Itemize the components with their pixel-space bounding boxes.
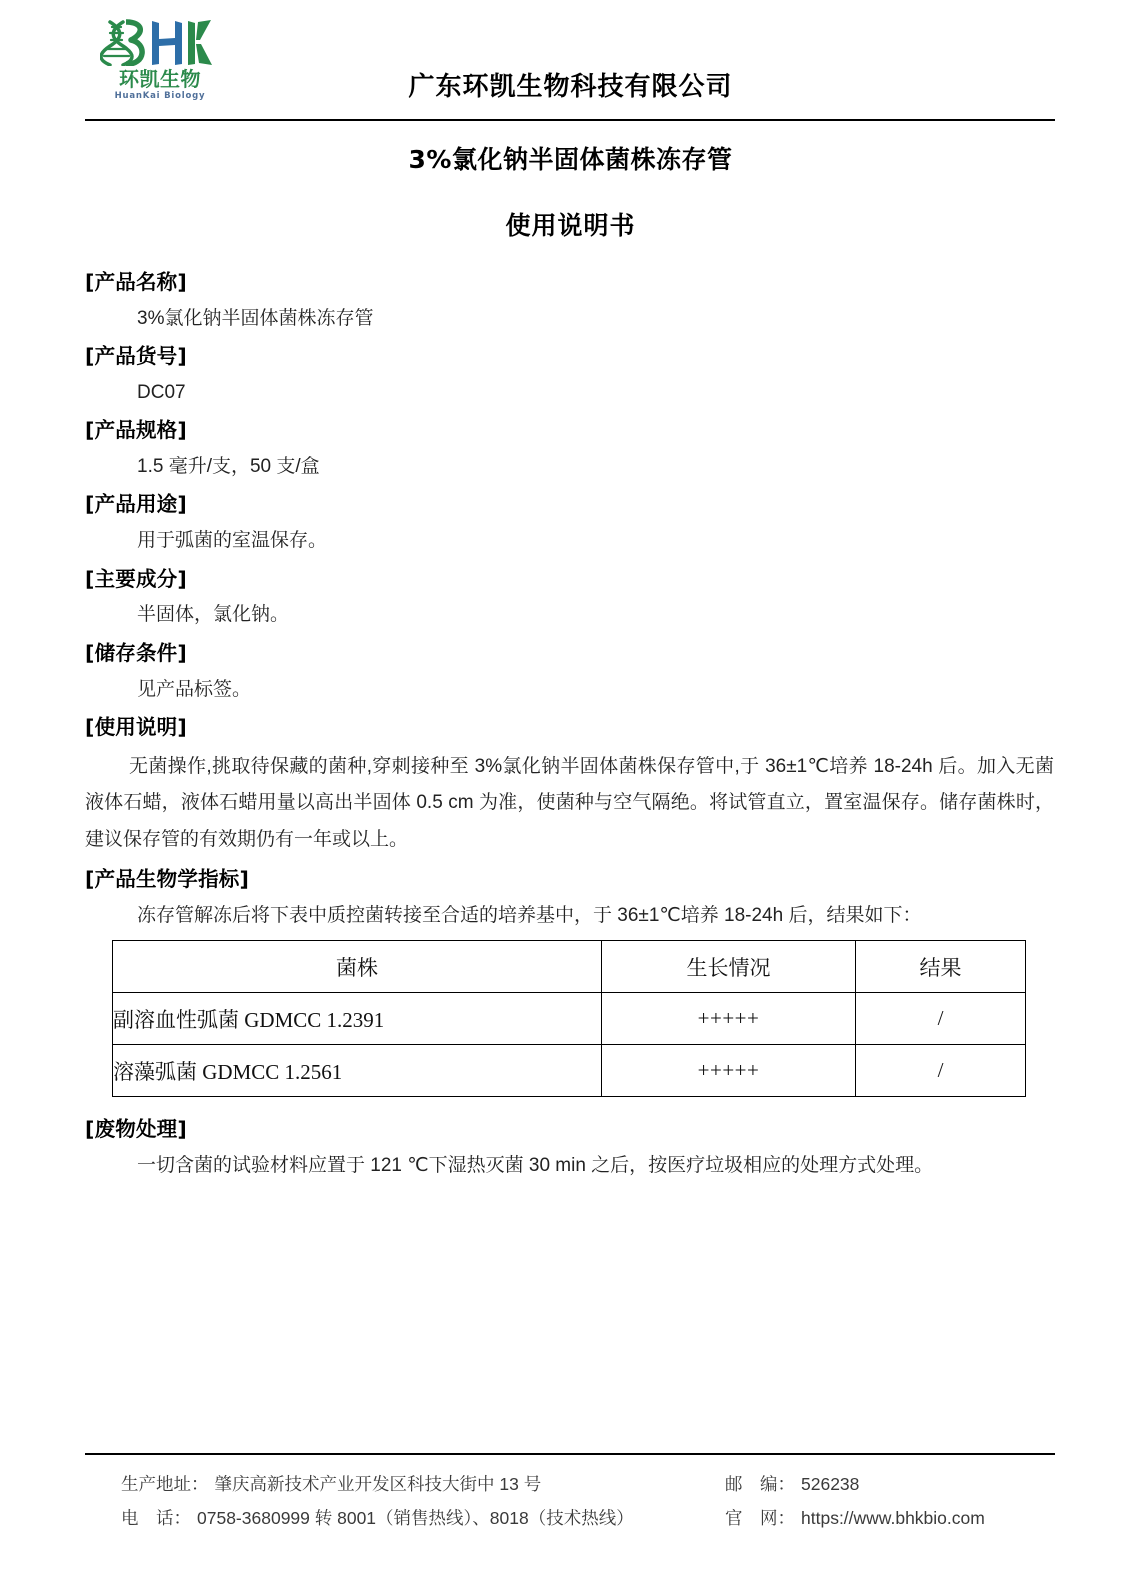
table-cell-growth: +++++ [602, 1045, 856, 1097]
page-title: 3%氯化钠半固体菌株冻存管 [408, 145, 733, 174]
table-cell-result: / [856, 1045, 1026, 1097]
section-body-storage-conditions: 见产品标签。 [137, 678, 252, 700]
footer-address-group [121, 1467, 725, 1501]
section-heading-bio-indicators: [产品生物学指标] [85, 867, 250, 892]
footer-postcode-group [725, 1467, 1055, 1501]
bhk-logo-icon [100, 18, 212, 66]
table-cell-strain: 副溶血性弧菌 GDMCC 1.2391 [113, 993, 602, 1045]
footer-row-address [85, 1467, 1055, 1501]
section-body-product-name: 3%氯化钠半固体菌株冻存管 [137, 307, 374, 329]
table-cell-strain: 溶藻弧菌 GDMCC 1.2561 [113, 1045, 602, 1097]
footer-colon: ： [173, 1507, 191, 1528]
footer-colon: ： [191, 1473, 209, 1494]
company-name: 广东环凯生物科技有限公司 [408, 72, 733, 102]
section-heading-storage-conditions: [储存条件] [85, 640, 187, 665]
table-row [113, 1045, 1026, 1097]
table-row [113, 993, 1026, 1045]
section-body-usage-purpose: 用于弧菌的室温保存。 [137, 530, 328, 552]
section-heading-product-code: [产品货号] [85, 344, 187, 369]
section-heading-specification: [产品规格] [85, 418, 187, 443]
table-cell-result: / [856, 993, 1026, 1045]
page-subtitle: 使用说明书 [505, 211, 636, 240]
footer-row-contact [85, 1501, 1055, 1535]
section-body-product-code: DC07 [137, 381, 186, 403]
section-heading-waste-disposal: [废物处理] [85, 1117, 187, 1142]
header-divider [85, 119, 1055, 121]
document-content [85, 242, 1056, 1180]
footer-colon: ： [777, 1507, 795, 1528]
footer-colon: ： [777, 1473, 795, 1494]
bio-indicators-table-wrapper [112, 940, 1025, 1097]
section-heading-product-name: [产品名称] [85, 270, 187, 294]
section-body-instructions: 无菌操作,挑取待保藏的菌种,穿刺接种至 3%氯化钠半固体菌株保存管中,于 36±1℃培养 18-24h 后。加入无菌液体石蜡，液体石蜡用量以高出半固体 0.5 cm 为准，使菌种与空气隔绝。将试管直立，置室温保存。储存菌株时，建议保存管的有效期仍有一年或以上。 [85, 755, 1054, 850]
section-body-specification: 1.5 毫升/支，50 支/盒 [137, 456, 320, 478]
footer-website-group [725, 1501, 1055, 1535]
footer-phone-value: 0758-3680999 转 8001（销售热线）、8018（技术热线） [197, 1507, 634, 1528]
footer-postcode-label: 邮 编 [725, 1473, 778, 1494]
footer-postcode-value: 526238 [801, 1473, 860, 1494]
footer-phone-label: 电 话 [121, 1507, 174, 1528]
logo-english-name: HuanKai Biology [114, 91, 206, 101]
footer-website-value[interactable]: https://www.bhkbio.com [801, 1507, 985, 1528]
footer-address-value: 肇庆高新技术产业开发区科技大街中 13 号 [214, 1473, 542, 1494]
footer-phone-group [121, 1501, 725, 1535]
footer-divider [85, 1453, 1055, 1455]
section-body-main-ingredients: 半固体，氯化钠。 [137, 604, 290, 626]
footer-address-label: 生产地址 [121, 1473, 191, 1494]
table-header-row [113, 941, 1026, 993]
logo-chinese-name: 环凯生物 [119, 67, 201, 91]
bio-indicators-table [112, 940, 1026, 1097]
section-heading-instructions: [使用说明] [85, 714, 187, 739]
table-header-strain: 菌株 [113, 941, 602, 993]
section-body-waste-disposal: 一切含菌的试验材料应置于 121 ℃下湿热灭菌 30 min 之后，按医疗垃圾相应的处理方式处理。 [137, 1154, 934, 1176]
table-cell-growth: +++++ [602, 993, 856, 1045]
section-heading-usage-purpose: [产品用途] [85, 492, 187, 517]
section-heading-main-ingredients: [主要成分] [85, 566, 187, 591]
table-header-result: 结果 [856, 941, 1026, 993]
section-body-bio-indicators: 冻存管解冻后将下表中质控菌转接至合适的培养基中，于 36±1℃培养 18-24h 后，结果如下： [137, 904, 922, 926]
document-header [85, 0, 1056, 108]
footer-website-label: 官 网 [725, 1507, 778, 1528]
document-footer [85, 1453, 1055, 1535]
table-header-growth: 生长情况 [602, 941, 856, 993]
